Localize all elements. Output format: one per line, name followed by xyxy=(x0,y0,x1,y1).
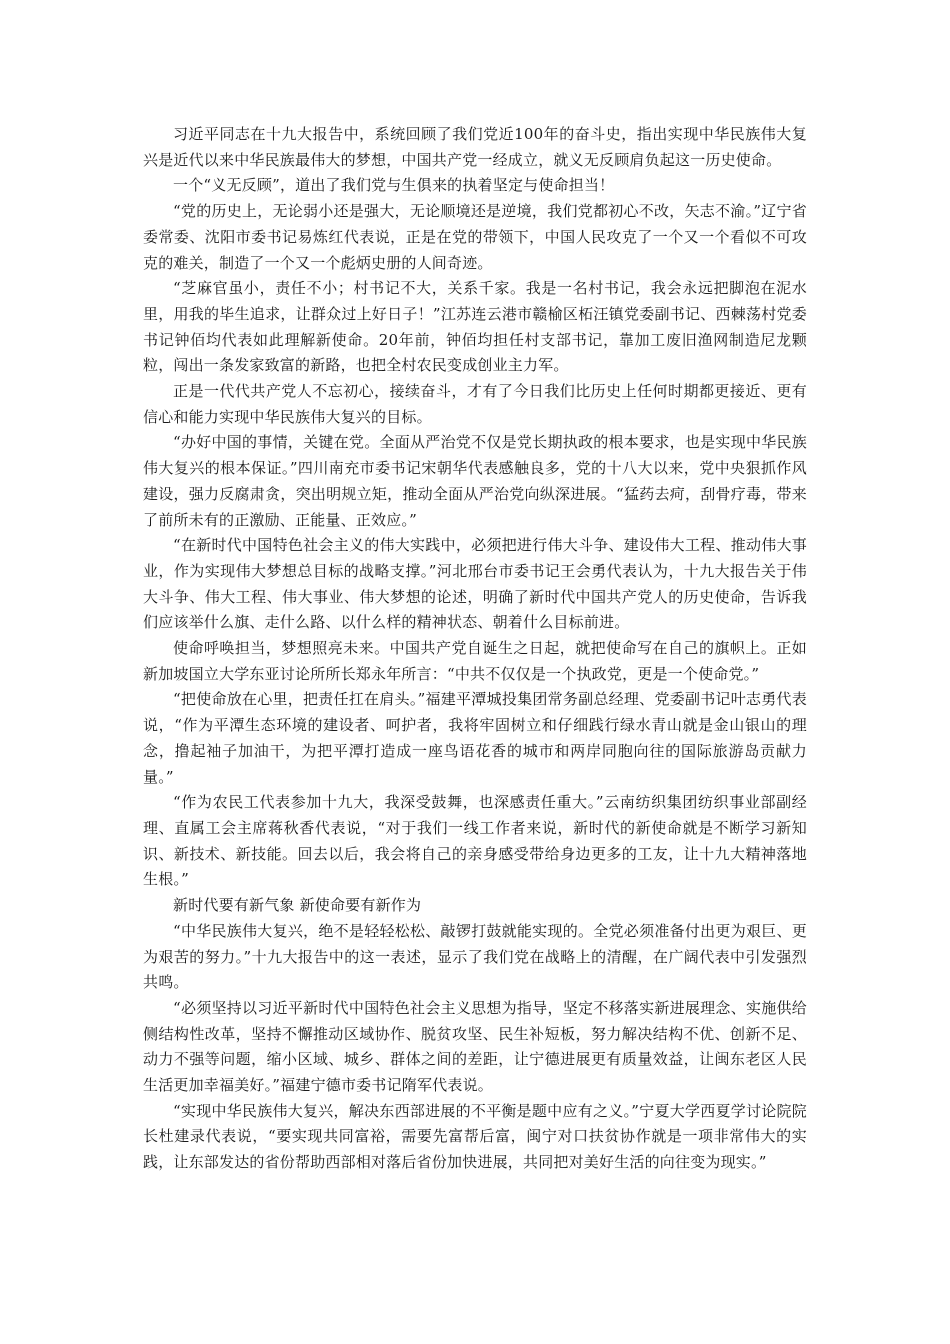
paragraph-7: “在新时代中国特色社会主义的伟大实践中，必须把进行伟大斗争、建设伟大工程、推动伟大事业，作为实现伟大梦想总目标的战略支撑。”河北邢台市委书记王会勇代表认为，十九大报告关于伟大斗争、伟大工程、伟大事业、伟大梦想的论述，明确了新时代中国共产党人的历史使命，告诉我们应该举什么旗、走什么路、以什么样的精神状态、朝着什么目标前进。 xyxy=(143,536,807,632)
paragraph-6: “办好中国的事情，关键在党。全面从严治党不仅是党长期执政的根本要求，也是实现中华民族伟大复兴的根本保证。”四川南充市委书记宋朝华代表感触良多，党的十八大以来，党中央狠抓作风建设，强力反腐肃贪，突出明规立矩，推动全面从严治党向纵深进展。“猛药去疴，刮骨疗毒，带来了前所未有的正激励、正能量、正效应。” xyxy=(143,433,807,529)
paragraph-9: “把使命放在心里，把责任扛在肩头。”福建平潭城投集团常务副总经理、党委副书记叶志勇代表说，“作为平潭生态环境的建设者、呵护者，我将牢固树立和仔细践行绿水青山就是金山银山的理念，撸起袖子加油干，为把平潭打造成一座鸟语花香的城市和两岸同胞向往的国际旅游岛贡献力量。” xyxy=(143,690,807,786)
paragraph-3: “党的历史上，无论弱小还是强大，无论顺境还是逆境，我们党都初心不改，矢志不渝。”辽宁省委常委、沈阳市委书记易炼红代表说，正是在党的带领下，中国人民攻克了一个又一个看似不可攻克的难关，制造了一个又一个彪炳史册的人间奇迹。 xyxy=(143,202,807,272)
paragraph-2: 一个“义无反顾”，道出了我们党与生俱来的执着坚定与使命担当！ xyxy=(173,176,615,195)
paragraph-12: “中华民族伟大复兴，绝不是轻轻松松、敲锣打鼓就能实现的。全党必须准备付出更为艰巨、更为艰苦的努力。”十九大报告中的这一表述，显示了我们党在战略上的清醒，在广阔代表中引发强烈共鸣。 xyxy=(143,921,807,992)
paragraph-8: 使命呼唤担当，梦想照亮未来。中国共产党自诞生之日起，就把使命写在自己的旗帜上。正如新加坡国立大学东亚讨论所所长郑永年所言：“中共不仅仅是一个执政党，更是一个使命党。” xyxy=(143,639,807,683)
paragraph-4: “芝麻官虽小，责任不小；村书记不大，关系千家。我是一名村书记，我会永远把脚泡在泥水里，用我的毕生追求，让群众过上好日子！”江苏连云港市赣榆区柘汪镇党委副书记、西棘荡村党委书记钟佰均代表如此理解新使命。20年前，钟佰均担任村支部书记，靠加工废旧渔网制造尼龙颗粒，闯出一条发家致富的新路，也把全村农民变成创业主力军。 xyxy=(143,279,807,375)
document-page xyxy=(143,122,807,1176)
section-heading: 新时代要有新气象 新使命要有新作为 xyxy=(173,896,422,915)
paragraph-1: 习近平同志在十九大报告中，系统回顾了我们党近100年的奋斗史，指出实现中华民族伟大复兴是近代以来中华民族最伟大的梦想，中国共产党一经成立，就义无反顾肩负起这一历史使命。 xyxy=(143,125,807,169)
paragraph-10: “作为农民工代表参加十九大，我深受鼓舞，也深感责任重大。”云南纺织集团纺织事业部副经理、直属工会主席蒋秋香代表说，“对于我们一线工作者来说，新时代的新使命就是不断学习新知识、新技术、新技能。回去以后，我会将自己的亲身感受带给身边更多的工友，让十九大精神落地生根。” xyxy=(143,793,807,889)
paragraph-13: “必须坚持以习近平新时代中国特色社会主义思想为指导，坚定不移落实新进展理念、实施供给侧结构性改革，坚持不懈推动区域协作、脱贫攻坚、民生补短板，努力解决结构不优、创新不足、动力不强等问题，缩小区域、城乡、群体之间的差距，让宁德进展更有质量效益，让闽东老区人民生活更加幸福美好。”福建宁德市委书记隋军代表说。 xyxy=(143,998,807,1095)
paragraph-14: “实现中华民族伟大复兴，解决东西部进展的不平衡是题中应有之义。”宁夏大学西夏学讨论院院长杜建录代表说，“要实现共同富裕，需要先富帮后富，闽宁对口扶贫协作就是一项非常伟大的实践，让东部发达的省份帮助西部相对落后省份加快进展，共同把对美好生活的向往变为现实。” xyxy=(143,1101,807,1172)
paragraph-5: 正是一代代共产党人不忘初心，接续奋斗，才有了今日我们比历史上任何时期都更接近、更有信心和能力实现中华民族伟大复兴的目标。 xyxy=(143,382,807,426)
